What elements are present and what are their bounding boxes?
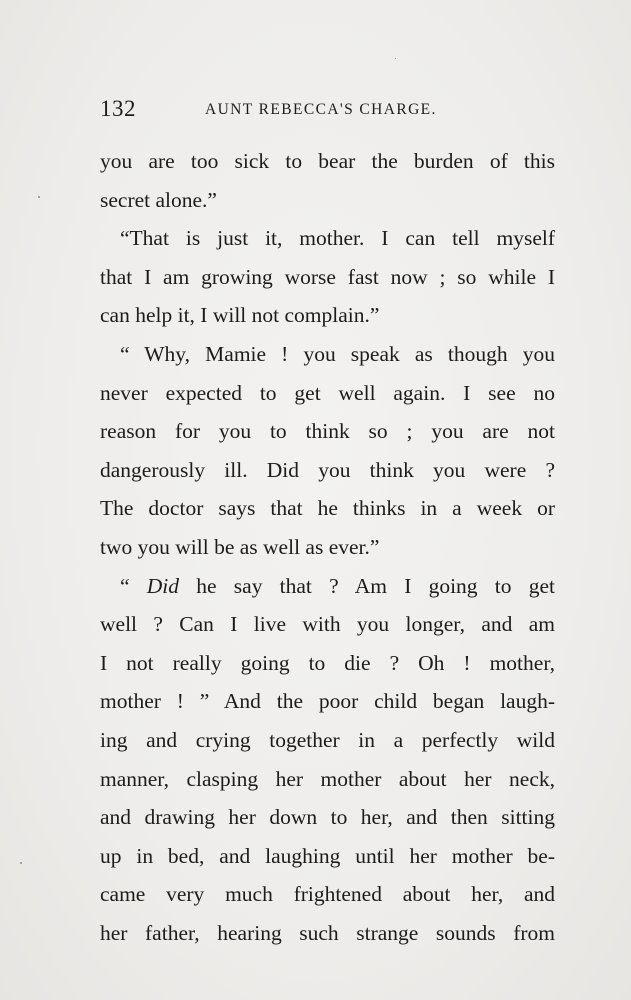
- text-line: ing and crying together in a perfectly wild: [100, 727, 555, 752]
- running-head: AUNT REBECCA'S CHARGE.: [205, 101, 437, 118]
- text-line: The doctor says that he thinks in a week or: [100, 496, 555, 521]
- text-line: her father, hearing such strange sounds from: [100, 920, 555, 945]
- text-line: “That is just it, mother. I can tell myself: [120, 226, 555, 251]
- paper-speck: [395, 58, 396, 59]
- emphasized-word: Did: [146, 573, 180, 598]
- paper-speck: [38, 196, 40, 198]
- text-line: dangerously ill. Did you think you were ?: [100, 457, 555, 482]
- text-line: “ Why, Mamie ! you speak as though you: [120, 341, 555, 366]
- text-line: “ Did he say that ? Am I going to get: [120, 573, 556, 598]
- text-line: never expected to get well again. I see no: [100, 380, 555, 405]
- text-line: that I am growing worse fast now ; so while I: [100, 264, 555, 289]
- body-text: [100, 142, 555, 952]
- text-line: can help it, I will not complain.”: [100, 303, 380, 328]
- text-line: manner, clasping her mother about her neck,: [100, 766, 555, 791]
- text-line: came very much frightened about her, and: [100, 882, 555, 907]
- text-line: up in bed, and laughing until her mother be-: [100, 843, 555, 868]
- text-line: two you will be as well as ever.”: [100, 534, 380, 559]
- paper-speck: [20, 862, 22, 864]
- page-header: [100, 96, 555, 126]
- text-line: and drawing her down to her, and then sitting: [100, 805, 555, 830]
- text-line: I not really going to die ? Oh ! mother,: [100, 650, 555, 675]
- text-line: secret alone.”: [100, 187, 217, 212]
- text-line: you are too sick to bear the burden of this: [100, 149, 555, 173]
- page-number: 132: [100, 96, 136, 121]
- text-line: mother ! ” And the poor child began laugh-: [100, 689, 555, 714]
- text-line: well ? Can I live with you longer, and am: [100, 612, 555, 637]
- text-line: reason for you to think so ; you are not: [100, 419, 555, 444]
